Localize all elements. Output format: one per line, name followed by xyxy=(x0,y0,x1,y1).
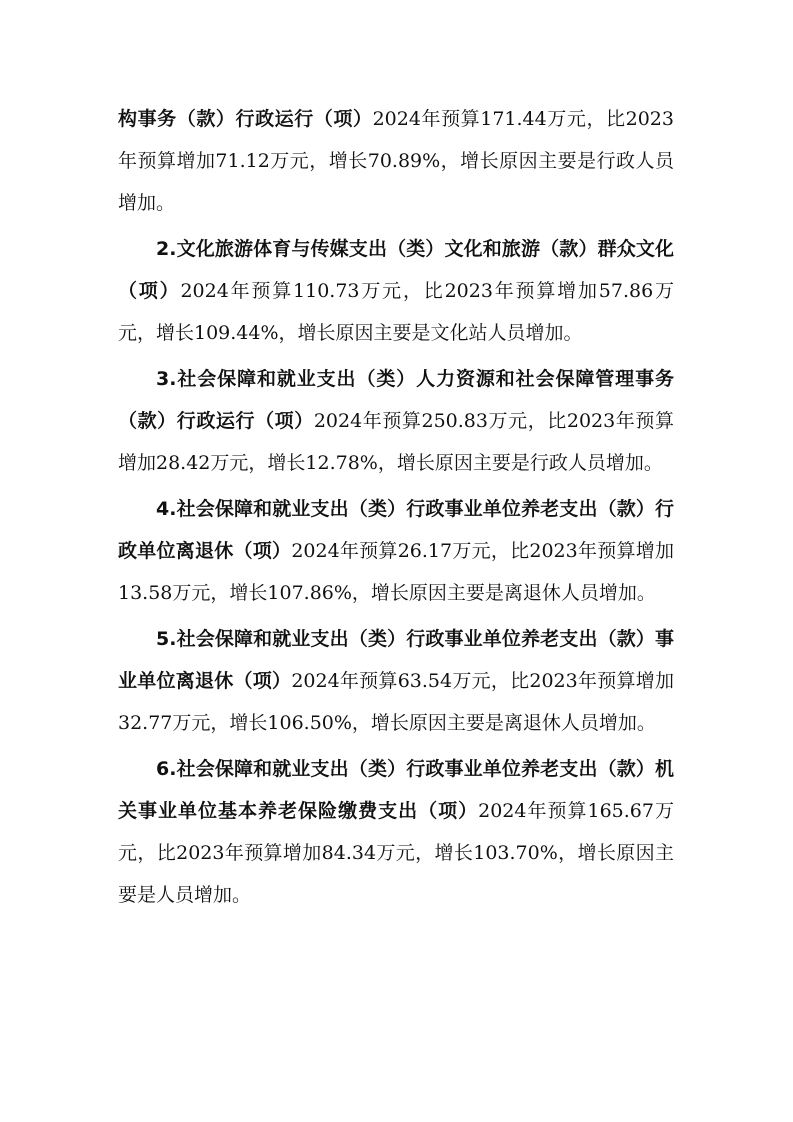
paragraph-lead: 4.社会保障和就业支出（类）行政事业单位养老支出（款）行政单位离退休（项） xyxy=(118,498,674,562)
paragraph-1 xyxy=(118,98,674,224)
paragraph-text: 2024年预算26.17万元，比2023年预算增加13.58万元，增长107.86%，增长原因主要是离退休人员增加。 xyxy=(118,540,674,604)
paragraph-text: 2024年预算165.67万元，比2023年预算增加84.34万元，增长103.70%，增长原因主要是人员增加。 xyxy=(118,800,674,906)
paragraph-6 xyxy=(118,748,674,916)
paragraph-2 xyxy=(118,228,674,354)
paragraph-lead: 6.社会保障和就业支出（类）行政事业单位养老支出（款）机关事业单位基本养老保险缴费支出（项） xyxy=(118,758,674,822)
paragraph-5 xyxy=(118,618,674,744)
paragraph-lead: 构事务（款）行政运行（项） xyxy=(118,108,373,130)
paragraph-text: 2024年预算171.44万元，比2023年预算增加71.12万元，增长70.89%，增长原因主要是行政人员增加。 xyxy=(118,108,674,214)
paragraph-text: 2024年预算250.83万元，比2023年预算增加28.42万元，增长12.78%，增长原因主要是行政人员增加。 xyxy=(118,410,674,474)
paragraph-text: 2024年预算110.73万元，比2023年预算增加57.86万元，增长109.44%，增长原因主要是文化站人员增加。 xyxy=(118,280,674,344)
paragraph-lead: 5.社会保障和就业支出（类）行政事业单位养老支出（款）事业单位离退休（项） xyxy=(118,628,674,692)
paragraph-text: 2024年预算63.54万元，比2023年预算增加32.77万元，增长106.50%，增长原因主要是离退休人员增加。 xyxy=(118,670,674,734)
paragraph-lead: 3.社会保障和就业支出（类）人力资源和社会保障管理事务（款）行政运行（项） xyxy=(118,368,674,432)
document-body xyxy=(118,98,674,916)
paragraph-3 xyxy=(118,358,674,484)
paragraph-lead: 2.文化旅游体育与传媒支出（类）文化和旅游（款）群众文化（项） xyxy=(118,238,674,302)
paragraph-4 xyxy=(118,488,674,614)
